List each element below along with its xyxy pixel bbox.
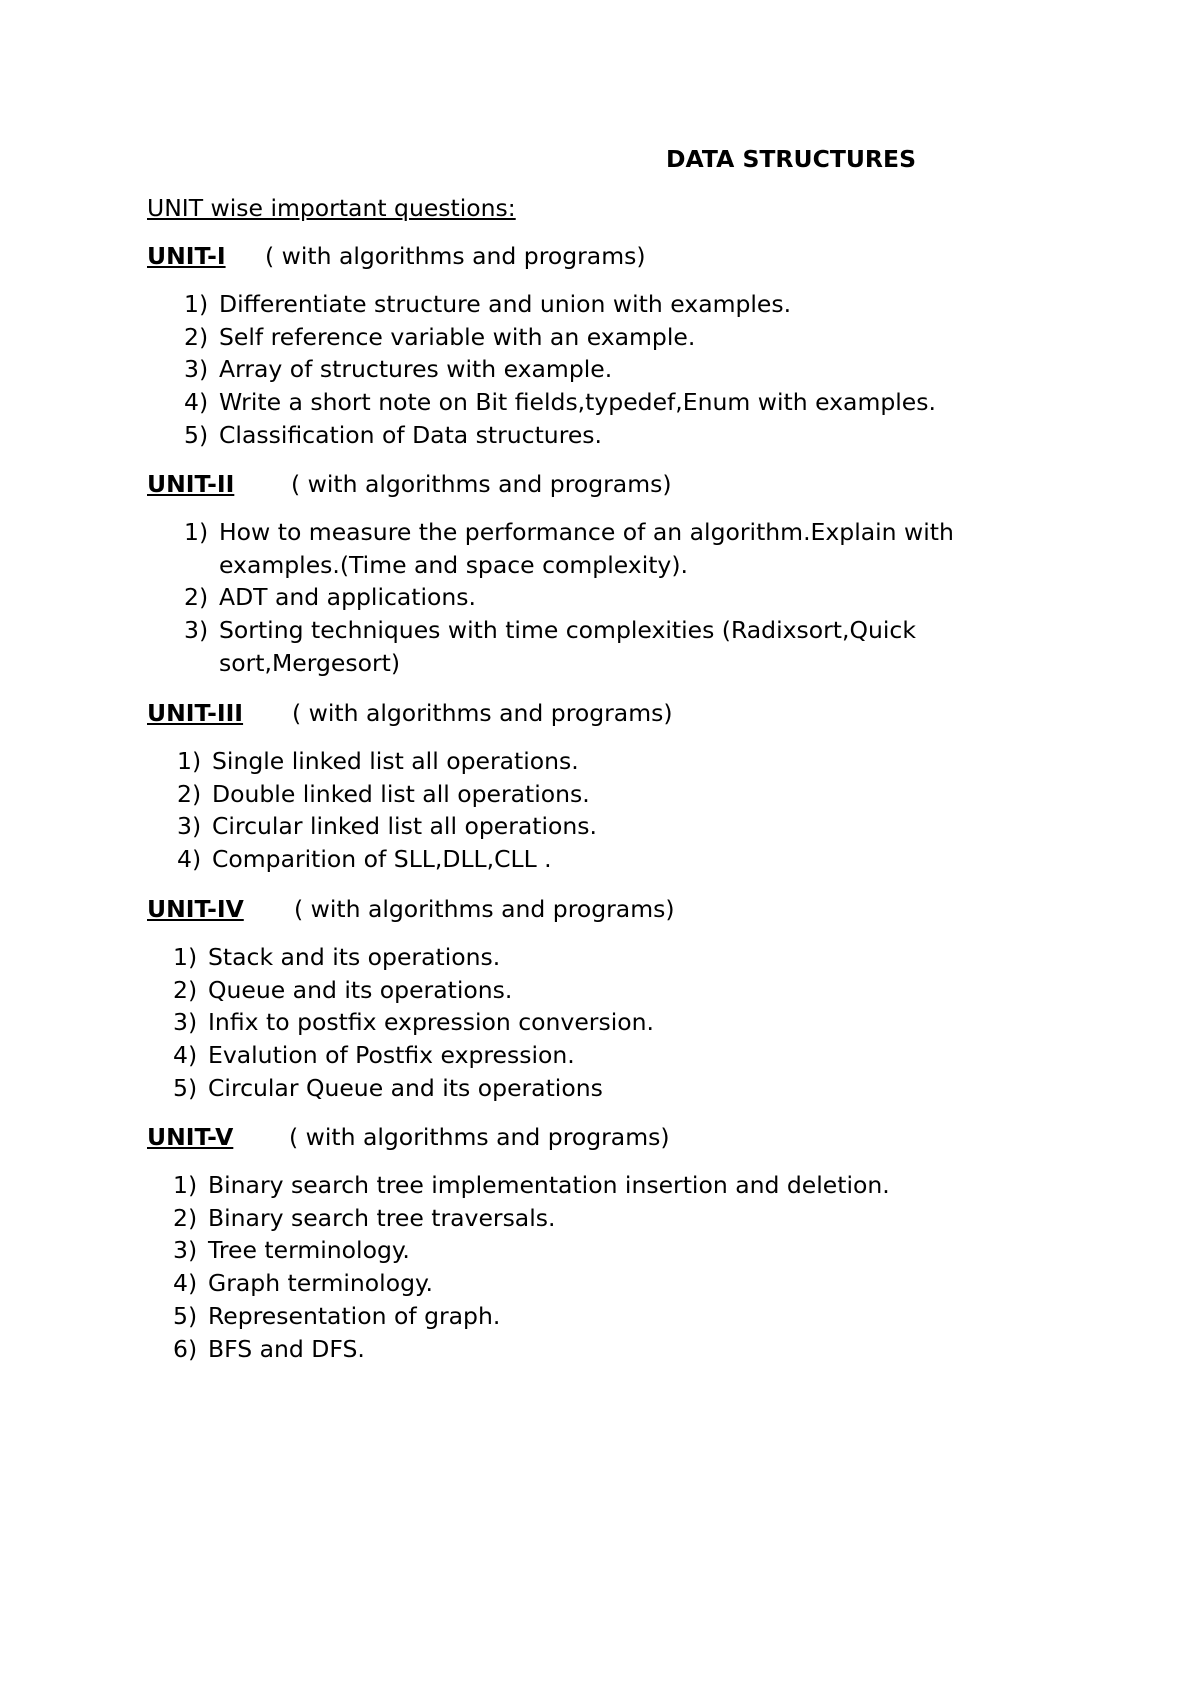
intro-line: UNIT wise important questions: xyxy=(147,194,516,222)
question-text: Single linked list all operations. xyxy=(212,747,579,775)
question-item xyxy=(147,1202,1047,1235)
question-item xyxy=(147,614,1047,679)
question-item xyxy=(147,1039,1047,1072)
question-text: How to measure the performance of an algorithm.Explain with examples.(Time and space complexity). xyxy=(219,518,954,579)
question-item xyxy=(147,843,1047,876)
question-text: Binary search tree traversals. xyxy=(208,1203,556,1232)
question-item xyxy=(147,745,1047,778)
unit-label: UNIT-II xyxy=(147,470,235,498)
question-item xyxy=(147,941,1047,974)
question-text: Double linked list all operations. xyxy=(212,779,590,808)
question-number: 4) xyxy=(177,845,202,874)
question-number: 2) xyxy=(173,975,198,1004)
question-number: 3) xyxy=(173,1008,198,1037)
question-text: Infix to postfix expression conversion. xyxy=(208,1008,654,1037)
document-title: DATA STRUCTURES xyxy=(666,145,917,173)
question-text: Circular linked list all operations. xyxy=(212,812,597,841)
question-item xyxy=(147,1072,1047,1105)
question-item xyxy=(147,1300,1047,1333)
question-text: Differentiate structure and union with examples. xyxy=(219,290,792,318)
question-number: 1) xyxy=(184,518,209,546)
unit-heading xyxy=(147,893,1047,929)
question-text: BFS and DFS. xyxy=(208,1334,365,1363)
unit-heading xyxy=(147,240,1047,276)
question-item xyxy=(147,1333,1047,1366)
unit-heading xyxy=(147,468,1047,504)
question-number: 2) xyxy=(177,779,202,808)
question-list xyxy=(147,745,1047,876)
question-text: Queue and its operations. xyxy=(208,975,513,1004)
question-list xyxy=(147,941,1047,1105)
question-number: 4) xyxy=(184,388,209,417)
question-text: Self reference variable with an example. xyxy=(219,322,696,351)
unit-note: ( with algorithms and programs) xyxy=(294,895,675,923)
unit-heading xyxy=(147,697,1047,733)
question-list xyxy=(147,1169,1047,1365)
question-number: 1) xyxy=(173,1171,198,1199)
question-number: 1) xyxy=(177,747,202,775)
unit-label: UNIT-I xyxy=(147,242,226,270)
question-item xyxy=(147,581,1047,614)
question-number: 5) xyxy=(173,1073,198,1102)
question-text: Circular Queue and its operations xyxy=(208,1073,603,1102)
question-number: 3) xyxy=(184,616,209,645)
question-text: Array of structures with example. xyxy=(219,355,613,384)
question-item xyxy=(147,810,1047,843)
unit-note: ( with algorithms and programs) xyxy=(265,242,646,270)
question-number: 1) xyxy=(184,290,209,318)
question-item xyxy=(147,386,1047,419)
unit-section-1 xyxy=(147,240,1047,452)
question-number: 1) xyxy=(173,943,198,971)
question-item xyxy=(147,778,1047,811)
question-number: 5) xyxy=(173,1301,198,1330)
unit-heading xyxy=(147,1121,1047,1157)
question-number: 3) xyxy=(173,1236,198,1265)
question-text: Binary search tree implementation insertion and deletion. xyxy=(208,1171,890,1199)
unit-note: ( with algorithms and programs) xyxy=(292,699,673,727)
question-item xyxy=(147,974,1047,1007)
question-text: Tree terminology. xyxy=(208,1236,410,1265)
question-text: Representation of graph. xyxy=(208,1301,501,1330)
question-number: 2) xyxy=(184,583,209,612)
question-text: Sorting techniques with time complexities (Radixsort,Quick sort,Mergesort) xyxy=(219,616,916,677)
question-text: Evalution of Postfix expression. xyxy=(208,1041,575,1070)
question-item xyxy=(147,419,1047,452)
question-item xyxy=(147,1234,1047,1267)
question-item xyxy=(147,321,1047,354)
question-text: Stack and its operations. xyxy=(208,943,501,971)
question-number: 4) xyxy=(173,1269,198,1298)
unit-label: UNIT-V xyxy=(147,1123,234,1151)
question-item xyxy=(147,288,1047,321)
unit-note: ( with algorithms and programs) xyxy=(291,470,672,498)
unit-label: UNIT-IV xyxy=(147,895,244,923)
question-number: 4) xyxy=(173,1041,198,1070)
question-number: 2) xyxy=(184,322,209,351)
unit-section-2 xyxy=(147,468,1047,680)
question-number: 3) xyxy=(184,355,209,384)
unit-label: UNIT-III xyxy=(147,699,244,727)
question-item xyxy=(147,1267,1047,1300)
question-text: Write a short note on Bit fields,typedef,Enum with examples. xyxy=(219,388,936,417)
question-list xyxy=(147,288,1047,452)
question-text: Graph terminology. xyxy=(208,1269,434,1298)
question-item xyxy=(147,516,1047,581)
question-number: 6) xyxy=(173,1334,198,1363)
question-item xyxy=(147,353,1047,386)
question-item xyxy=(147,1006,1047,1039)
question-text: Comparition of SLL,DLL,CLL . xyxy=(212,845,552,874)
question-item xyxy=(147,1169,1047,1202)
question-number: 2) xyxy=(173,1203,198,1232)
question-text: Classification of Data structures. xyxy=(219,420,603,449)
unit-note: ( with algorithms and programs) xyxy=(289,1123,670,1151)
unit-section-3 xyxy=(147,697,1047,876)
question-text: ADT and applications. xyxy=(219,583,477,612)
question-number: 3) xyxy=(177,812,202,841)
unit-section-5 xyxy=(147,1121,1047,1365)
question-list xyxy=(147,516,1047,680)
unit-section-4 xyxy=(147,893,1047,1105)
question-number: 5) xyxy=(184,420,209,449)
